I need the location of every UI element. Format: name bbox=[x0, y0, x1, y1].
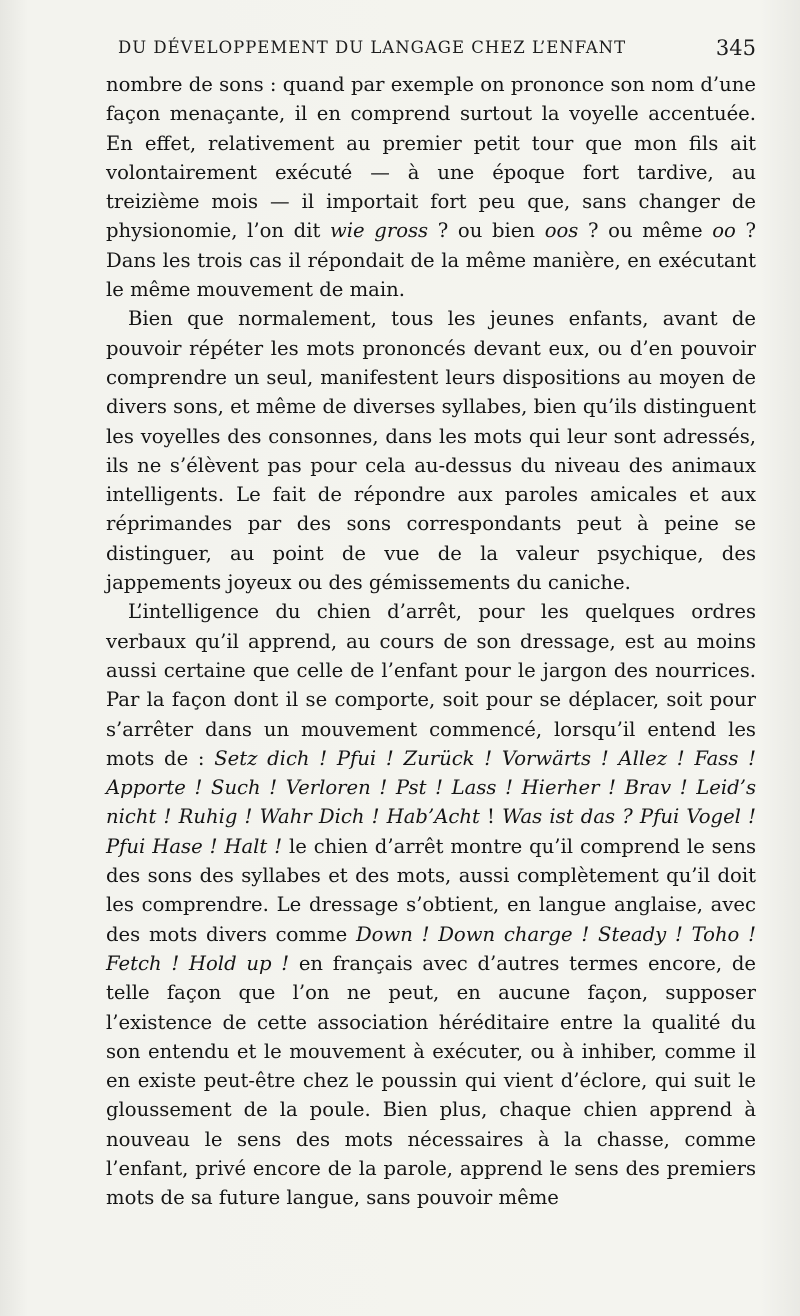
text-segment: le chien d’arrêt montre qu’il comprend le sens des sons des syllabes et des mots, aussi complètement qu’il doit les comprendre. Le dressage s’obtient, en langue anglaise, avec des mots divers comme bbox=[106, 834, 757, 946]
text-segment: ? ou bien bbox=[428, 219, 545, 243]
text-segment: en français avec d’autres termes encore, de telle façon que l’on ne peut, en aucune façon, supposer l’existence de cette association héréditaire entre la qualité du son entendu et le mouvement à exécuter, ou à inhiber, comme il en existe peut-être chez le poussin qui vient d’éclore, qui suit le gloussement de la poule. Bien plus, chaque chien apprend à nouveau le sens des mots nécessaires à la chasse, comme l’enfant, privé encore de la parole, apprend le sens des premiers mots de sa future langue, sans pouvoir même bbox=[106, 951, 756, 1210]
text-segment: ? ou même bbox=[578, 219, 713, 243]
paragraph-bien-que bbox=[106, 304, 756, 597]
text-segment: ! bbox=[479, 805, 503, 829]
text-segment: Bien que normalement, tous les jeunes enfants, avant de pouvoir répéter les mots prononcés devant eux, ou d’en pouvoir comprendre un seul, manifestent leurs dispositions au moyen de divers sons, et même de diverses syllabes, bien qu’ils distinguent les voyelles des consonnes, dans les mots qui leur sont adressés, ils ne s’élèvent pas pour cela au-dessus du niveau des animaux intelligents. Le fait de répondre aux paroles amicales et aux réprimandes par des sons correspondants peut à peine se distinguer, au point de vue de la valeur psychique, des jappements joyeux ou des gémissements du caniche. bbox=[106, 307, 756, 595]
italic-segment: Setz dich ! Pfui ! Zurück ! Vorwärts ! Allez ! Fass ! Apporte ! Such ! Verloren ! Pst ! Lass ! Hierher ! Brav ! Leid’s nicht ! Ruhig ! Wahr Dich ! Hab’Acht bbox=[106, 746, 756, 829]
text-segment: L’intelligence du chien d’arrêt, pour les quelques ordres verbaux qu’il apprend, au cours de son dressage, est au moins aussi certaine que celle de l’enfant pour le jargon des nourrices. Par la façon dont il se comporte, soit pour se déplacer, soit pour s’arrêter dans un mouvement commencé, lorsqu’il entend les mots de : bbox=[106, 600, 756, 770]
italic-segment: oos bbox=[544, 219, 579, 243]
text-segment: ? Dans les trois cas il répondait de la même manière, en exécutant le même mouvement de main. bbox=[106, 219, 757, 302]
paragraph-continuation bbox=[106, 70, 756, 304]
page-number: 345 bbox=[715, 36, 756, 60]
paragraph-intelligence bbox=[106, 597, 756, 1212]
body-text bbox=[106, 70, 756, 1213]
running-head: DU DÉVELOPPEMENT DU LANGAGE CHEZ L’ENFANT bbox=[118, 38, 627, 57]
italic-segment: oo bbox=[712, 219, 736, 243]
text-segment: nombre de sons : quand par exemple on prononce son nom d’une façon menaçante, il en comprend surtout la voyelle accentuée. En effet, relativement au premier petit tour que mon fils ait volontairement exécuté — à une époque fort tardive, au treizième mois — il importait fort peu que, sans changer de physionomie, l’on dit bbox=[106, 73, 756, 243]
italic-segment: wie gross bbox=[330, 219, 429, 243]
page-header bbox=[118, 36, 756, 64]
italic-segment: Down ! Down charge ! Steady ! Toho ! Fetch ! Hold up ! bbox=[106, 922, 756, 975]
italic-segment: Was ist das ? Pfui Vogel ! Pfui Hase ! Halt ! bbox=[106, 805, 757, 858]
